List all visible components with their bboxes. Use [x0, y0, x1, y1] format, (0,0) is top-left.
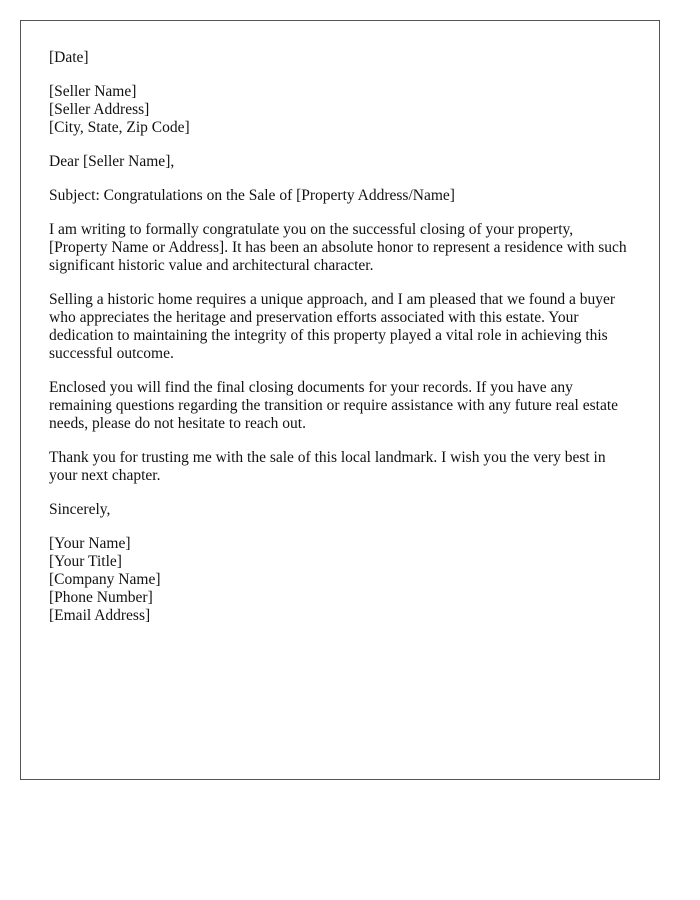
signature-company: [Company Name] [49, 571, 161, 588]
letter-body [49, 49, 635, 641]
letter-page [20, 20, 660, 780]
recipient-name: [Seller Name] [49, 83, 137, 100]
recipient-address: [Seller Address] [49, 101, 150, 118]
body-paragraph-4: Thank you for trusting me with the sale of this local landmark. I wish you the very best in your next chapter. [49, 449, 606, 484]
signature-phone: [Phone Number] [49, 589, 153, 606]
signature-block [49, 535, 635, 625]
body-paragraph-3: Enclosed you will find the final closing documents for your records. If you have any remaining questions regarding the transition or require assistance with any future real estate needs, please do not hesitate to reach out. [49, 379, 619, 432]
subject-line: Subject: Congratulations on the Sale of [Property Address/Name] [49, 187, 455, 204]
signature-email: [Email Address] [49, 607, 151, 624]
salutation: Dear [Seller Name], [49, 153, 175, 170]
date-block [49, 49, 635, 67]
signature-name: [Your Name] [49, 535, 131, 552]
recipient-city-state-zip: [City, State, Zip Code] [49, 119, 190, 136]
recipient-address-block [49, 83, 635, 137]
body-paragraph-2: Selling a historic home requires a unique approach, and I am pleased that we found a buyer who appreciates the heritage and preservation efforts associated with this estate. Your dedication to maintaining the integrity of this property played a vital role in achieving this successful outcome. [49, 291, 615, 362]
closing: Sincerely, [49, 501, 111, 518]
signature-title: [Your Title] [49, 553, 122, 570]
letter-date: [Date] [49, 49, 89, 66]
body-paragraph-1: I am writing to formally congratulate you on the successful closing of your property, [Property Name or Address]. It has been an absolute honor to represent a residence with such significant historic value and architectural character. [49, 221, 627, 274]
